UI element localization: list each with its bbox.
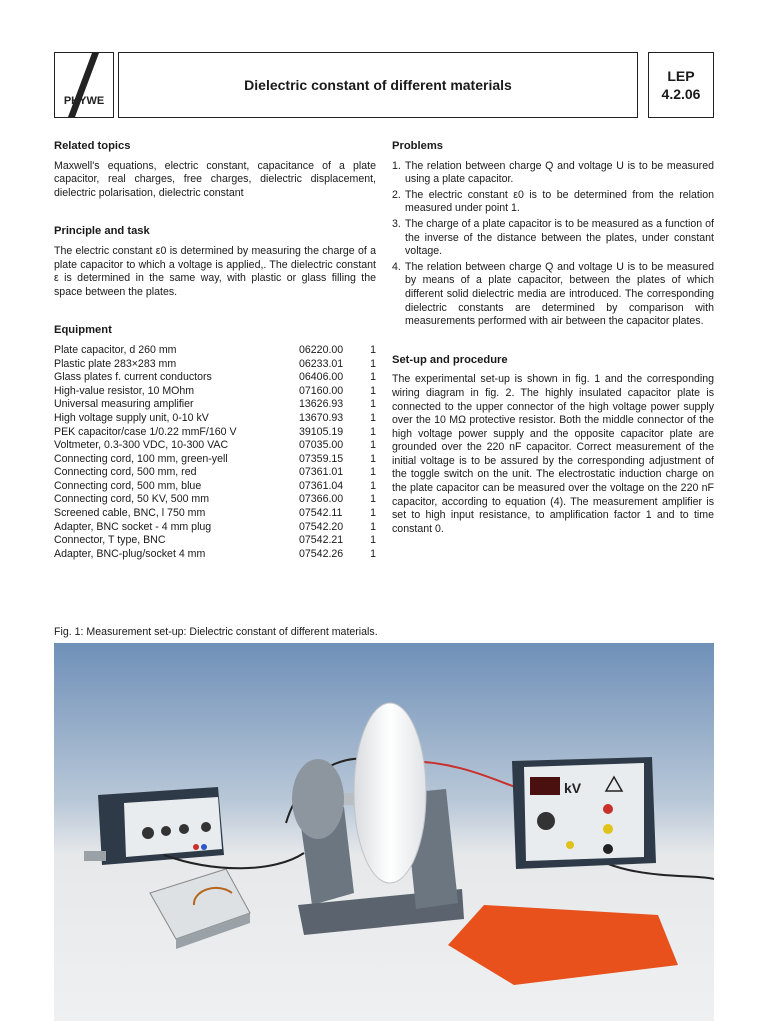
amplifier-knob xyxy=(142,827,154,839)
setup-photo xyxy=(54,643,714,1021)
lep-number: 4.2.06 xyxy=(661,86,701,102)
equipment-qty: 1 xyxy=(370,439,376,452)
equipment-row xyxy=(54,534,376,548)
related-topics-heading: Related topics xyxy=(54,140,131,152)
phywe-logo xyxy=(54,52,114,118)
equipment-row xyxy=(54,480,376,494)
equipment-name: Glass plates f. current conductors xyxy=(54,371,212,384)
header xyxy=(54,52,714,118)
high-voltage-supply xyxy=(512,757,656,869)
equipment-name: High-value resistor, 10 MOhm xyxy=(54,384,195,397)
setup-text: The experimental set-up is shown in fig. 1 and the corresponding wiring diagram in fig. 2. The highly insulated capacitor plate is connected to the upper connector of the high voltage power supply over the 10 MΩ protective resistor. Both the middle connector of the high voltage power supply and the opposite capacitor plate are grounded over the 220 nF capacitor. Correct measurement of the initial voltage is to be assured by the corresponding adjustment of the toggle switch on the unit. The electrostatic induction charge on the plate capacitor can be measured over the voltage on the 220 nF capacitor, according to equation (4). The measurement amplifier is set to high input resistance, to amplification factor 1 and to time constant 0. xyxy=(392,373,714,535)
equipment-row xyxy=(54,344,376,358)
equipment-row xyxy=(54,453,376,467)
kv-display xyxy=(530,777,560,795)
equipment-qty: 1 xyxy=(370,466,376,479)
related-topics-section xyxy=(54,140,376,200)
left-column xyxy=(54,140,376,586)
equipment-qty: 1 xyxy=(370,398,376,411)
equipment-row xyxy=(54,398,376,412)
amplifier-knob xyxy=(161,826,171,836)
equipment-code: 06233.01 xyxy=(299,357,344,370)
related-topics-text: Maxwell's equations, electric constant, capacitance of a plate capacitor, real charges, free charges, dielectric displacement, dielectric polarisation, dielectric constant xyxy=(54,159,376,199)
equipment-name: Connecting cord, 500 mm, blue xyxy=(54,479,202,492)
equipment-row xyxy=(54,358,376,372)
equipment-code: 13626.93 xyxy=(299,398,344,411)
blue-socket xyxy=(201,844,207,850)
amplifier-knob xyxy=(179,824,189,834)
bnc-adapter xyxy=(84,851,106,861)
equipment-qty: 1 xyxy=(370,425,376,438)
red-socket xyxy=(193,844,199,850)
equipment-heading: Equipment xyxy=(54,324,112,337)
problem-text: The relation between charge Q and voltage U is to be measured using a plate capacitor. xyxy=(405,159,714,186)
equipment-code: 07542.26 xyxy=(299,547,344,560)
equipment-row xyxy=(54,371,376,385)
equipment-row xyxy=(54,493,376,507)
equipment-name: Connecting cord, 50 KV, 500 mm xyxy=(54,493,210,506)
amplifier-knob xyxy=(201,822,211,832)
equipment-code: 07160.00 xyxy=(299,384,344,397)
equipment-name: Universal measuring amplifier xyxy=(54,398,194,411)
right-column xyxy=(392,140,714,561)
equipment-row xyxy=(54,507,376,521)
equipment-row xyxy=(54,412,376,426)
hv-socket-yellow xyxy=(603,824,613,834)
equipment-code: 07361.04 xyxy=(299,479,344,492)
equipment-row xyxy=(54,385,376,399)
equipment-qty: 1 xyxy=(370,534,376,547)
equipment-qty: 1 xyxy=(370,520,376,533)
equipment-qty: 1 xyxy=(370,452,376,465)
principle-section xyxy=(54,225,376,299)
equipment-qty: 1 xyxy=(370,371,376,384)
equipment-qty: 1 xyxy=(370,343,376,356)
equipment-name: Voltmeter, 0.3-300 VDC, 10-300 VAC xyxy=(54,439,229,452)
equipment-row xyxy=(54,439,376,453)
equipment-code: 07035.00 xyxy=(299,439,344,452)
problems-heading: Problems xyxy=(392,140,443,152)
problem-item xyxy=(392,218,714,259)
problem-item xyxy=(392,261,714,329)
equipment-name: High voltage supply unit, 0-10 kV xyxy=(54,411,209,424)
equipment-list xyxy=(54,344,376,562)
equipment-qty: 1 xyxy=(370,384,376,397)
principle-text: The electric constant ε0 is determined by measuring the charge of a plate capacitor to which a voltage is applied,. The dielectric constant ε is determined in the same way, with plastic or glass filling the space between the plates. xyxy=(54,244,376,298)
equipment-qty: 1 xyxy=(370,479,376,492)
problem-number: 4. xyxy=(392,260,401,273)
equipment-row xyxy=(54,521,376,535)
problems-list xyxy=(392,160,714,329)
equipment-row xyxy=(54,466,376,480)
problem-number: 1. xyxy=(392,159,401,172)
equipment-name: Plate capacitor, d 260 mm xyxy=(54,343,177,356)
equipment-qty: 1 xyxy=(370,547,376,560)
hv-socket-red xyxy=(603,804,613,814)
page-title: Dielectric constant of different materials xyxy=(118,52,638,118)
equipment-name: Plastic plate 283×283 mm xyxy=(54,357,177,370)
problem-item xyxy=(392,189,714,216)
equipment-qty: 1 xyxy=(370,493,376,506)
equipment-qty: 1 xyxy=(370,411,376,424)
figure-caption: Fig. 1: Measurement set-up: Dielectric constant of different materials. xyxy=(54,626,378,638)
problems-section xyxy=(392,140,714,329)
principle-heading: Principle and task xyxy=(54,225,150,238)
problem-number: 3. xyxy=(392,217,401,230)
hv-socket-yellow xyxy=(566,841,574,849)
equipment-code: 07542.21 xyxy=(299,534,344,547)
equipment-qty: 1 xyxy=(370,507,376,520)
problem-number: 2. xyxy=(392,188,401,201)
problem-text: The relation between charge Q and voltage U is to be measured by means of a plate capacitor, between the plates of which different solid dielectric media are introduced. The corresponding dielectric constants are determined by comparison with measurements performed with air between the capacitor plates. xyxy=(405,260,714,328)
equipment-row xyxy=(54,426,376,440)
equipment-code: 06220.00 xyxy=(299,343,344,356)
equipment-code: 07366.00 xyxy=(299,493,344,506)
setup-section xyxy=(392,354,714,537)
problem-text: The electric constant ε0 is to be determined from the relation measured under point 1. xyxy=(405,188,714,215)
equipment-qty: 1 xyxy=(370,357,376,370)
setup-heading: Set-up and procedure xyxy=(392,353,508,366)
measuring-amplifier xyxy=(98,787,224,865)
lep-code xyxy=(648,52,714,118)
hv-socket-black xyxy=(603,844,613,854)
capacitor-plate-rear xyxy=(292,759,344,839)
equipment-section xyxy=(54,324,376,561)
equipment-code: 39105.19 xyxy=(299,425,344,438)
logo-text: PHYWE xyxy=(63,95,105,107)
lep-label: LEP xyxy=(667,68,695,84)
equipment-code: 07542.20 xyxy=(299,520,344,533)
equipment-name: Adapter, BNC-plug/socket 4 mm xyxy=(54,547,206,560)
equipment-code: 13670.93 xyxy=(299,411,344,424)
equipment-name: Connecting cord, 500 mm, red xyxy=(54,466,197,479)
capacitor-plate-front xyxy=(354,703,426,883)
equipment-code: 07361.01 xyxy=(299,466,344,479)
hv-knob xyxy=(537,812,555,830)
equipment-name: Connector, T type, BNC xyxy=(54,534,166,547)
kv-unit-label: kV xyxy=(564,780,582,796)
equipment-name: Adapter, BNC socket - 4 mm plug xyxy=(54,520,212,533)
equipment-name: Screened cable, BNC, l 750 mm xyxy=(54,507,206,520)
equipment-name: PEK capacitor/case 1/0.22 mmF/160 V xyxy=(54,425,237,438)
equipment-code: 07542.11 xyxy=(299,507,343,520)
problem-text: The charge of a plate capacitor is to be measured as a function of the inverse of the distance between the plates, under constant voltage. xyxy=(405,217,714,258)
equipment-name: Connecting cord, 100 mm, green-yell xyxy=(54,452,228,465)
equipment-code: 06406.00 xyxy=(299,371,344,384)
equipment-code: 07359.15 xyxy=(299,452,344,465)
problem-item xyxy=(392,160,714,187)
equipment-row xyxy=(54,548,376,562)
